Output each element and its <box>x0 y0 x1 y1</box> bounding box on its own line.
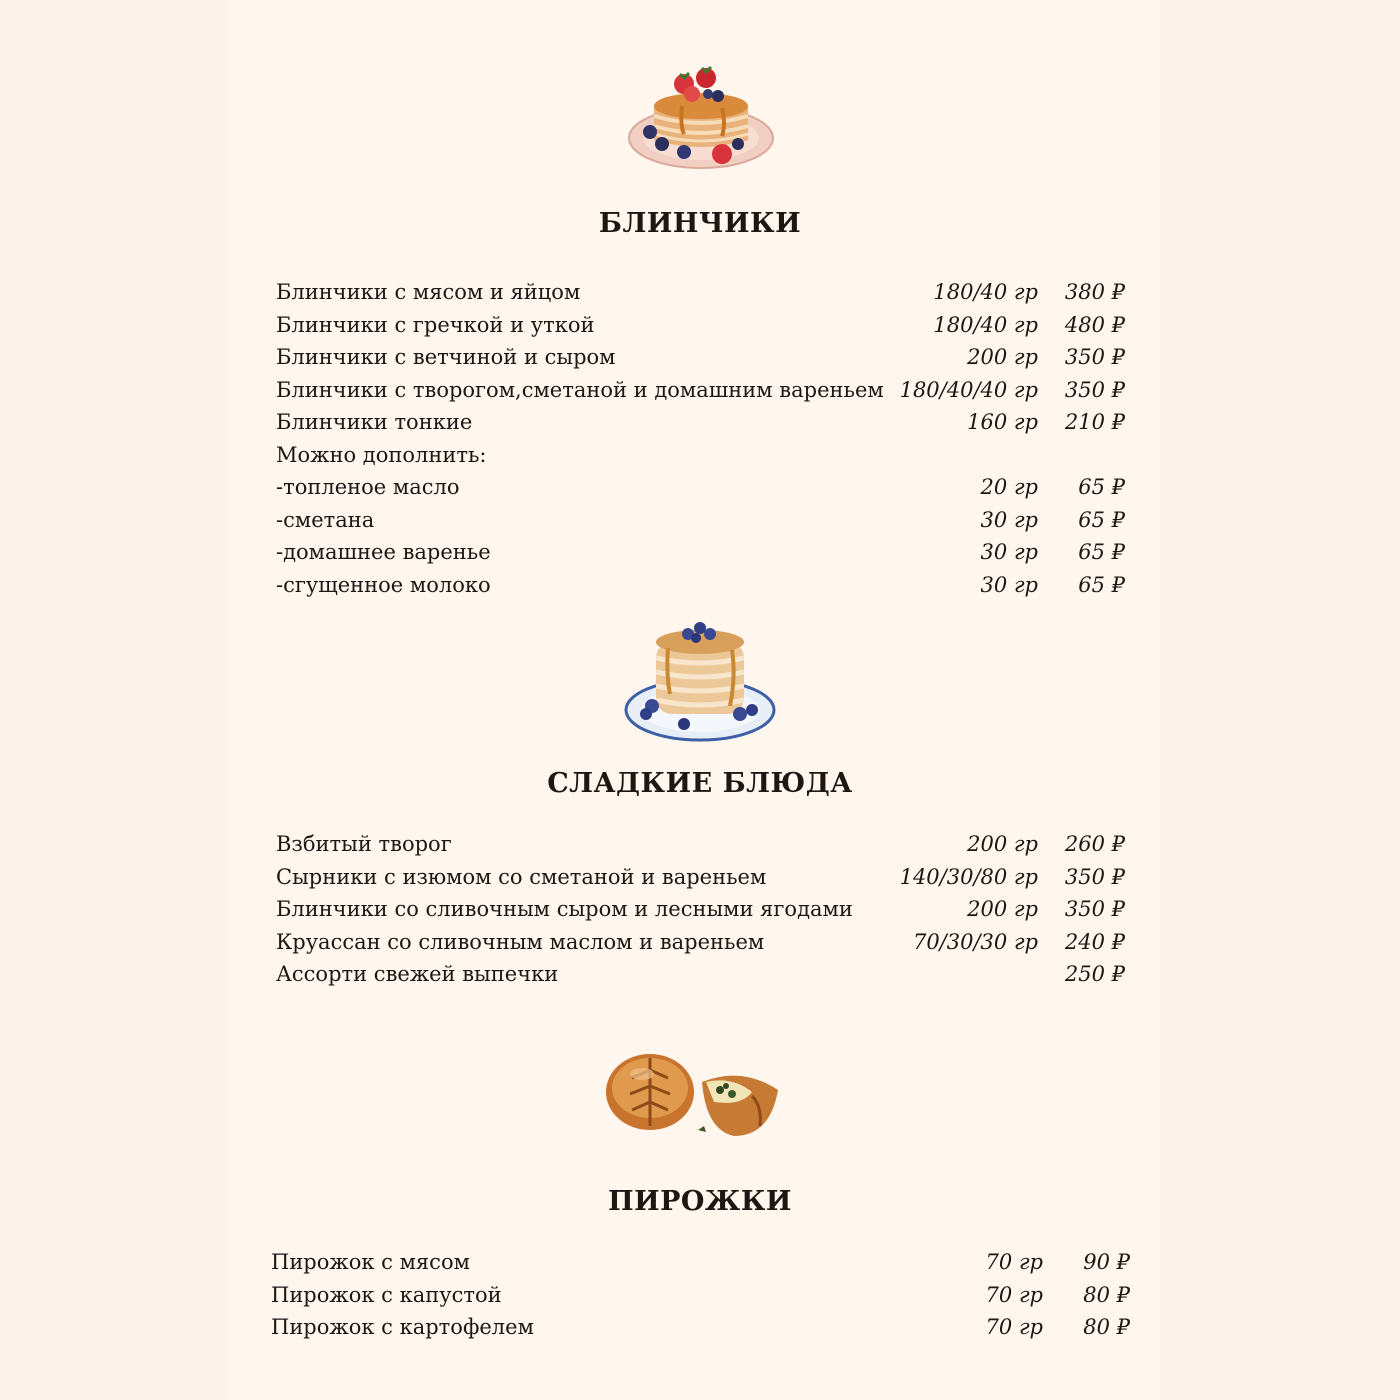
item-weight: 200 гр <box>967 345 1038 369</box>
item-weight: 70 гр <box>985 1315 1043 1339</box>
menu-item <box>276 861 1125 894</box>
section-title-sweet: СЛАДКИЕ БЛЮДА <box>547 768 853 799</box>
menu-item <box>276 504 1125 537</box>
item-price: 250 ₽ <box>1064 962 1125 986</box>
section-title-pirozhki: ПИРОЖКИ <box>608 1186 792 1217</box>
item-price: 260 ₽ <box>1064 832 1125 856</box>
item-name: -топленое масло <box>276 475 460 499</box>
menu-item <box>276 536 1125 569</box>
item-weight: 180/40 гр <box>933 312 1038 337</box>
item-name: Взбитый творог <box>276 832 452 856</box>
item-name: -сметана <box>276 507 375 532</box>
item-price: 350 ₽ <box>1064 377 1125 402</box>
item-price: 65 ₽ <box>1078 475 1125 499</box>
menu-item <box>271 1246 1130 1279</box>
item-name: Блинчики с мясом и яйцом <box>276 280 581 304</box>
item-name: -сгущенное молоко <box>276 572 491 597</box>
item-price: 350 ₽ <box>1064 864 1125 889</box>
item-name: Блинчики с ветчиной и сыром <box>276 345 616 369</box>
item-price: 80 ₽ <box>1083 1315 1130 1339</box>
pancakes-blueberry-icon <box>622 614 778 746</box>
menu-item <box>276 276 1125 309</box>
item-price: 240 ₽ <box>1064 929 1125 954</box>
item-name: Круассан со сливочным маслом и вареньем <box>276 929 765 954</box>
item-price: 350 ₽ <box>1064 345 1125 369</box>
item-price: 350 ₽ <box>1064 897 1125 921</box>
menu-item <box>276 893 1125 926</box>
item-weight: 160 гр <box>967 410 1038 434</box>
item-name: Блинчики с творогом,сметаной и домашним вареньем <box>276 377 884 402</box>
item-weight: 180/40 гр <box>933 280 1038 304</box>
item-weight: 200 гр <box>967 832 1038 856</box>
menu-item <box>276 569 1125 602</box>
pirozhki-icon <box>602 1046 784 1146</box>
item-name: Пирожок с капустой <box>271 1282 502 1307</box>
menu-list-sweet <box>276 828 1125 991</box>
item-weight: 70 гр <box>985 1250 1043 1274</box>
menu-item <box>276 341 1125 374</box>
item-name: Пирожок с картофелем <box>271 1315 534 1339</box>
item-name: Блинчики со сливочным сыром и лесными ягодами <box>276 897 853 921</box>
menu-list-blinchiki <box>276 276 1125 601</box>
menu-item <box>276 406 1125 439</box>
pancakes-strawberry-icon <box>622 64 780 176</box>
item-name: Блинчики с гречкой и уткой <box>276 312 595 337</box>
menu-item <box>276 828 1125 861</box>
item-price: 90 ₽ <box>1083 1250 1130 1274</box>
menu-item <box>276 926 1125 959</box>
item-name: Ассорти свежей выпечки <box>276 962 559 986</box>
item-weight: 70 гр <box>985 1282 1043 1307</box>
item-price: 80 ₽ <box>1083 1282 1130 1307</box>
item-weight: 180/40/40 гр <box>899 377 1038 402</box>
item-weight: 30 гр <box>980 540 1038 564</box>
item-price: 380 ₽ <box>1064 280 1125 304</box>
item-name: Блинчики тонкие <box>276 410 473 434</box>
item-name: Можно дополнить: <box>276 442 487 467</box>
item-weight: 20 гр <box>980 475 1038 499</box>
menu-item <box>271 1311 1130 1344</box>
item-name: -домашнее варенье <box>276 540 491 564</box>
item-weight: 30 гр <box>980 572 1038 597</box>
menu-item <box>276 374 1125 407</box>
item-price: 65 ₽ <box>1078 572 1125 597</box>
item-price: 65 ₽ <box>1078 507 1125 532</box>
item-price: 480 ₽ <box>1064 312 1125 337</box>
item-name: Сырники с изюмом со сметаной и вареньем <box>276 864 767 889</box>
item-name: Пирожок с мясом <box>271 1250 470 1274</box>
item-price: 65 ₽ <box>1078 540 1125 564</box>
menu-item <box>271 1279 1130 1312</box>
menu-item <box>276 309 1125 342</box>
menu-item <box>276 958 1125 991</box>
menu-item <box>276 471 1125 504</box>
menu-list-pirozhki <box>271 1246 1130 1344</box>
item-price: 210 ₽ <box>1064 410 1125 434</box>
item-weight: 200 гр <box>967 897 1038 921</box>
section-title-blinchiki: БЛИНЧИКИ <box>598 208 802 239</box>
item-weight: 30 гр <box>980 507 1038 532</box>
menu-item <box>276 439 1038 472</box>
item-weight: 70/30/30 гр <box>912 929 1038 954</box>
item-weight: 140/30/80 гр <box>899 864 1038 889</box>
